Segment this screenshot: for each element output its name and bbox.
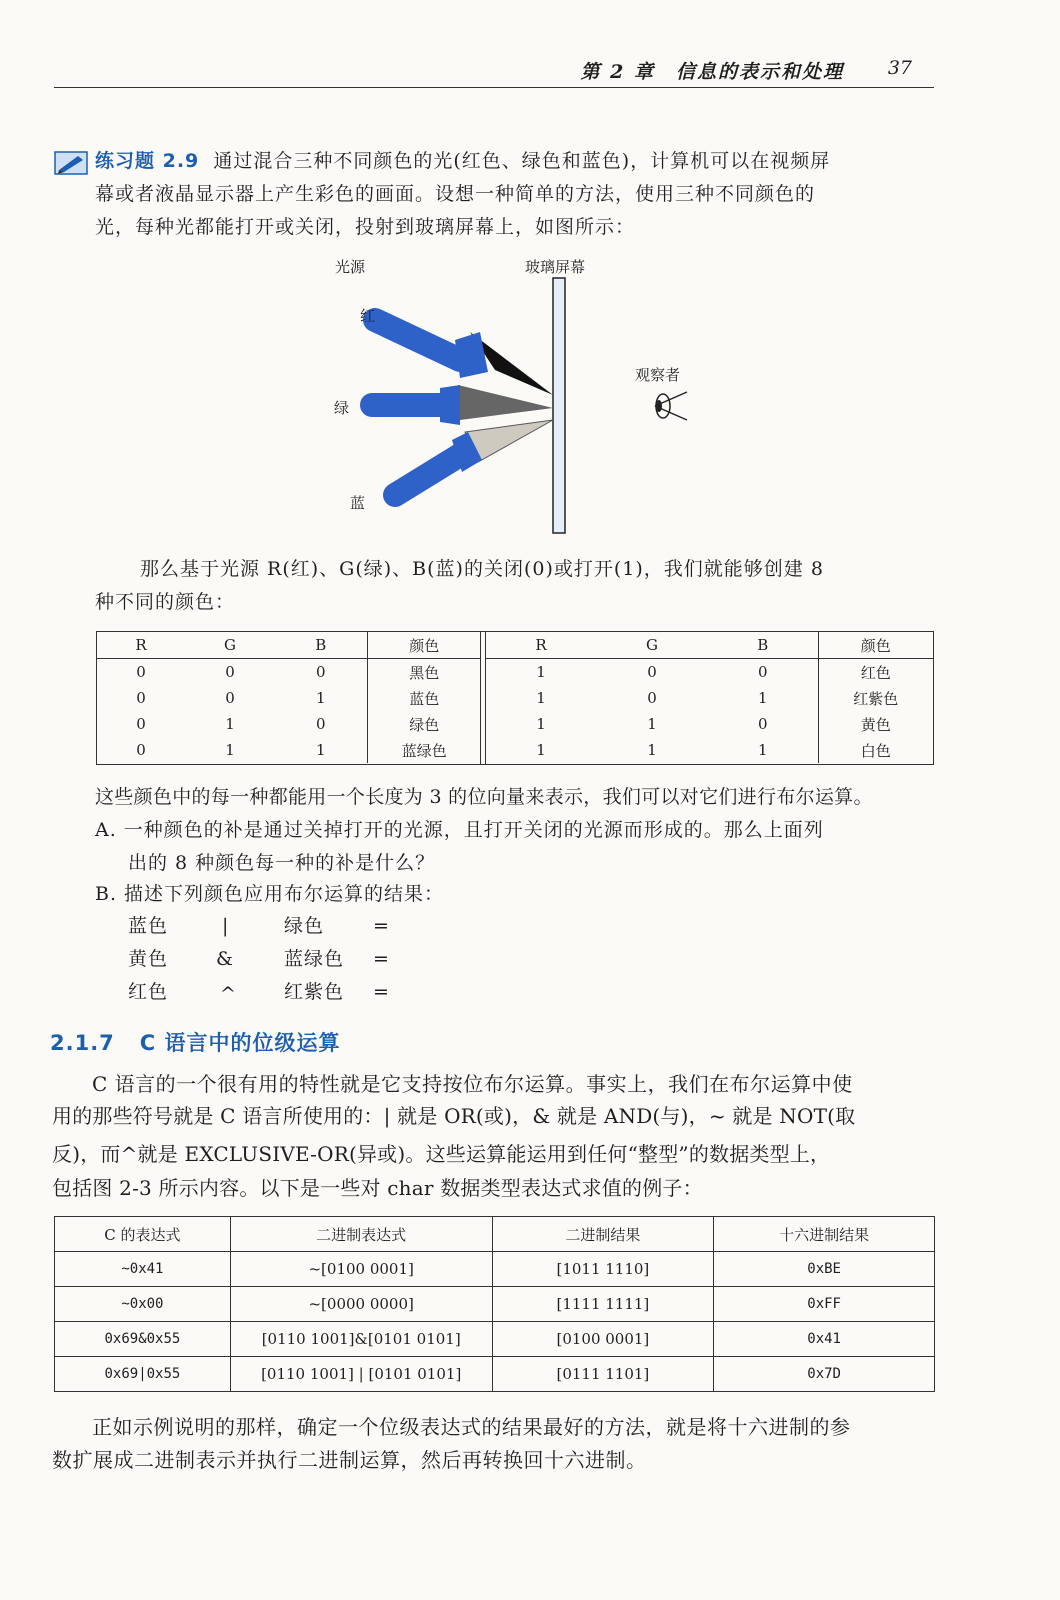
op-row-2-a: 黄色 xyxy=(128,948,169,970)
table-row: 1 0 1 红紫色 xyxy=(486,685,933,711)
exercise-line-1: 练习题 2.9 通过混合三种不同颜色的光(红色、绿色和蓝色)，计算机可以在视频屏 xyxy=(95,150,831,172)
question-intro: 这些颜色中的每一种都能用一个长度为 3 的位向量来表示，我们可以对它们进行布尔运算。 xyxy=(95,786,873,808)
table-header-row: R G B 颜色 xyxy=(97,632,481,659)
op-row-2-b: 蓝绿色 xyxy=(284,948,345,970)
label-glass-screen: 玻璃屏幕 xyxy=(525,258,586,276)
section-number: 2.1.7 xyxy=(50,1031,115,1055)
closing-line-1: 正如示例说明的那样，确定一个位级表达式的结果最好的方法，就是将十六进制的参 xyxy=(92,1415,851,1439)
table-row: 0x69&0x55 [0110 1001]&[0101 0101] [0100 0001] 0x41 xyxy=(55,1322,935,1357)
question-b-line: B. 描述下列颜色应用布尔运算的结果： xyxy=(95,883,445,905)
table-header-row: C 的表达式 二进制表达式 二进制结果 十六进制结果 xyxy=(55,1217,935,1252)
glass-screen xyxy=(553,278,565,533)
exercise-label: 练习题 2.9 xyxy=(95,150,200,172)
exercise-line-3: 光，每种光都能打开或关闭，投射到玻璃屏幕上，如图所示： xyxy=(95,216,636,238)
label-blue: 蓝 xyxy=(350,494,366,512)
exercise-pencil-icon xyxy=(54,150,88,176)
table-row: 0 0 0 黑色 xyxy=(97,659,481,686)
op-row-2-op: & xyxy=(216,948,234,970)
op-row-1-op: | xyxy=(222,915,230,937)
op-row-1-a: 蓝色 xyxy=(128,915,169,937)
table-row: 1 0 0 红色 xyxy=(486,659,933,686)
question-a-line-1: A. 一种颜色的补是通过关掉打开的光源，且打开关闭的光源而形成的。那么上面列 xyxy=(95,819,824,841)
green-torch xyxy=(372,385,460,425)
op-row-3-eq: = xyxy=(373,981,390,1003)
table-header-row: R G B 颜色 xyxy=(486,632,933,659)
table-row: 1 1 1 白色 xyxy=(486,737,933,763)
body-line-1: C 语言的一个很有用的特性就是它支持按位布尔运算。事实上，我们在布尔运算中使 xyxy=(92,1072,853,1096)
observer-eye-icon xyxy=(655,392,687,420)
blue-torch xyxy=(395,432,482,495)
rgb-light-figure xyxy=(320,250,740,540)
closing-line-2: 数扩展成二进制表示并执行二进制运算，然后再转换回十六进制。 xyxy=(52,1448,647,1472)
intro-line-1: 那么基于光源 R(红)、G(绿)、B(蓝)的关闭(0)或打开(1)，我们就能够创建 8 xyxy=(140,558,824,580)
question-a-line-2: 出的 8 种颜色每一种的补是什么？ xyxy=(128,852,436,874)
table-row: ~0x00 ~[0000 0000] [1111 1111] 0xFF xyxy=(55,1287,935,1322)
intro-line-2: 种不同的颜色： xyxy=(95,591,236,613)
color-table-right xyxy=(486,632,933,763)
section-heading xyxy=(50,1027,340,1057)
table-row: 0x69|0x55 [0110 1001] | [0101 0101] [0111 1101] 0x7D xyxy=(55,1357,935,1392)
label-light-source: 光源 xyxy=(335,258,366,276)
section-title: C 语言中的位级运算 xyxy=(139,1031,341,1055)
table-row: 0 1 1 蓝绿色 xyxy=(97,737,481,763)
exercise-line-2: 幕或者液晶显示器上产生彩色的画面。设想一种简单的方法，使用三种不同颜色的 xyxy=(95,183,816,205)
running-header xyxy=(54,55,934,88)
table-row: 0 0 1 蓝色 xyxy=(97,685,481,711)
op-row-3-a: 红色 xyxy=(128,981,169,1003)
body-line-2: 用的那些符号就是 C 语言所使用的：| 就是 OR(或)，& 就是 AND(与)，~ 就是 NOT(取 xyxy=(52,1104,856,1128)
red-torch xyxy=(375,320,488,378)
table-row: 0 1 0 绿色 xyxy=(97,711,481,737)
label-red: 红 xyxy=(360,307,376,325)
table-row: ~0x41 ~[0100 0001] [1011 1110] 0xBE xyxy=(55,1252,935,1287)
color-table xyxy=(96,631,934,765)
page-number: 37 xyxy=(887,57,912,79)
table-row: 1 1 0 黄色 xyxy=(486,711,933,737)
op-row-2-eq: = xyxy=(373,948,390,970)
op-row-3-op: ^ xyxy=(220,983,237,1005)
color-table-left xyxy=(97,632,481,763)
body-line-3: 反)，而^就是 EXCLUSIVE-OR(异或)。这些运算能运用到任何“整型”的数据类型上， xyxy=(52,1142,831,1166)
op-row-1-b: 绿色 xyxy=(284,915,325,937)
chapter-title: 第 2 章 信息的表示和处理 xyxy=(580,61,844,83)
body-line-4: 包括图 2-3 所示内容。以下是一些对 char 数据类型表达式求值的例子： xyxy=(52,1176,703,1200)
green-beam xyxy=(458,385,553,420)
op-row-3-b: 红紫色 xyxy=(284,981,345,1003)
op-row-1-eq: = xyxy=(373,915,390,937)
label-green: 绿 xyxy=(334,399,350,417)
expression-table xyxy=(54,1216,935,1392)
label-observer: 观察者 xyxy=(635,366,681,384)
